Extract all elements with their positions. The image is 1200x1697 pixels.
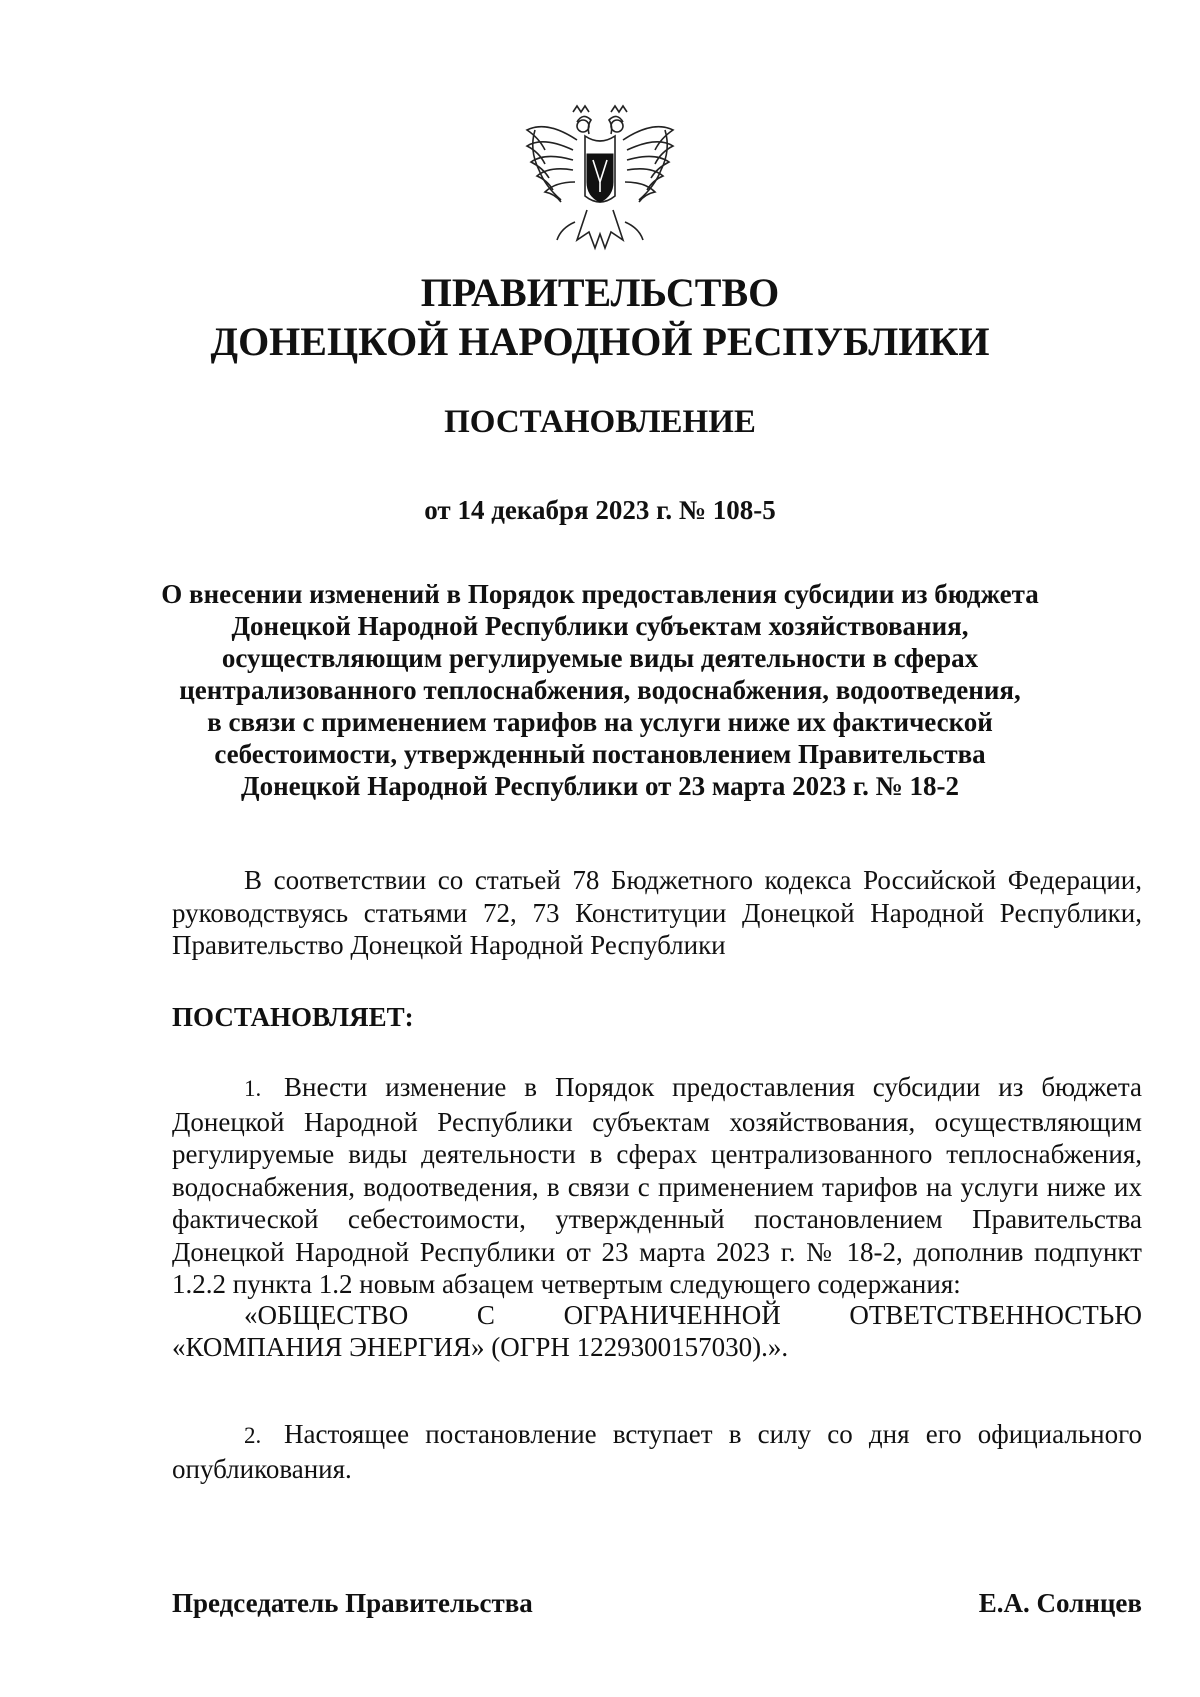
document-type: ПОСТАНОВЛЕНИЕ xyxy=(444,404,756,440)
document-date-number: от 14 декабря 2023 г. № 108-5 xyxy=(424,495,776,525)
document-subject xyxy=(160,578,1040,802)
item-text: Настоящее постановление вступает в силу со дня его официального опубликования. xyxy=(172,1419,1142,1484)
signature-name: Е.А. Солнцев xyxy=(978,1588,1142,1618)
item-number: 1. xyxy=(244,1076,262,1101)
coat-of-arms-icon xyxy=(515,100,685,260)
subject-line: Донецкой Народной Республики субъектам хозяйствования, xyxy=(231,611,969,641)
subject-line: Донецкой Народной Республики от 23 марта 2023 г. № 18-2 xyxy=(241,771,959,801)
subject-line: себестоимости, утвержденный постановлением Правительства xyxy=(214,739,986,769)
government-title-line1: ПРАВИТЕЛЬСТВО xyxy=(420,270,780,315)
item-1-quote-line2: «КОМПАНИЯ ЭНЕРГИЯ» (ОГРН 1229300157030).». xyxy=(172,1332,789,1362)
item-number: 2. xyxy=(244,1423,262,1448)
government-title-line2: ДОНЕЦКОЙ НАРОДНОЙ РЕСПУБЛИКИ xyxy=(210,319,990,364)
resolves-heading: ПОСТАНОВЛЯЕТ: xyxy=(172,1002,414,1032)
subject-line: О внесении изменений в Порядок предоставления субсидии из бюджета xyxy=(161,579,1039,609)
subject-line: в связи с применением тарифов на услуги ниже их фактической xyxy=(207,707,993,737)
preamble-paragraph: В соответствии со статьей 78 Бюджетного кодекса Российской Федерации, руководствуясь статьями 72, 73 Конституции Донецкой Народной Республики, Правительство Донецкой Народной Республики xyxy=(172,865,1142,960)
subject-line: осуществляющим регулируемые виды деятельности в сферах xyxy=(221,643,979,673)
item-2-paragraph xyxy=(172,1418,1142,1485)
signature-position: Председатель Правительства xyxy=(172,1588,533,1618)
item-text: Внести изменение в Порядок предоставления субсидии из бюджета Донецкой Народной Республики субъектам хозяйствования, осуществляющим регулируемые виды деятельности в сферах централизованного теплоснабжения, водоснабжения, водоотведения, в связи с применением тарифов на услуги ниже их фактической себестоимости, утвержденный постановлением Правительства Донецкой Народной Республики от 23 марта 2023 г. № 18-2, дополнив подпункт 1.2.2 пункта 1.2 новым абзацем четвертым следующего содержания: xyxy=(172,1072,1142,1299)
item-1-quote-line1: «ОБЩЕСТВО С ОГРАНИЧЕННОЙ ОТВЕТСТВЕННОСТЬЮ xyxy=(244,1300,1142,1330)
item-1-paragraph xyxy=(172,1071,1142,1301)
subject-line: централизованного теплоснабжения, водоснабжения, водоотведения, xyxy=(179,675,1021,705)
government-title xyxy=(0,268,1200,366)
